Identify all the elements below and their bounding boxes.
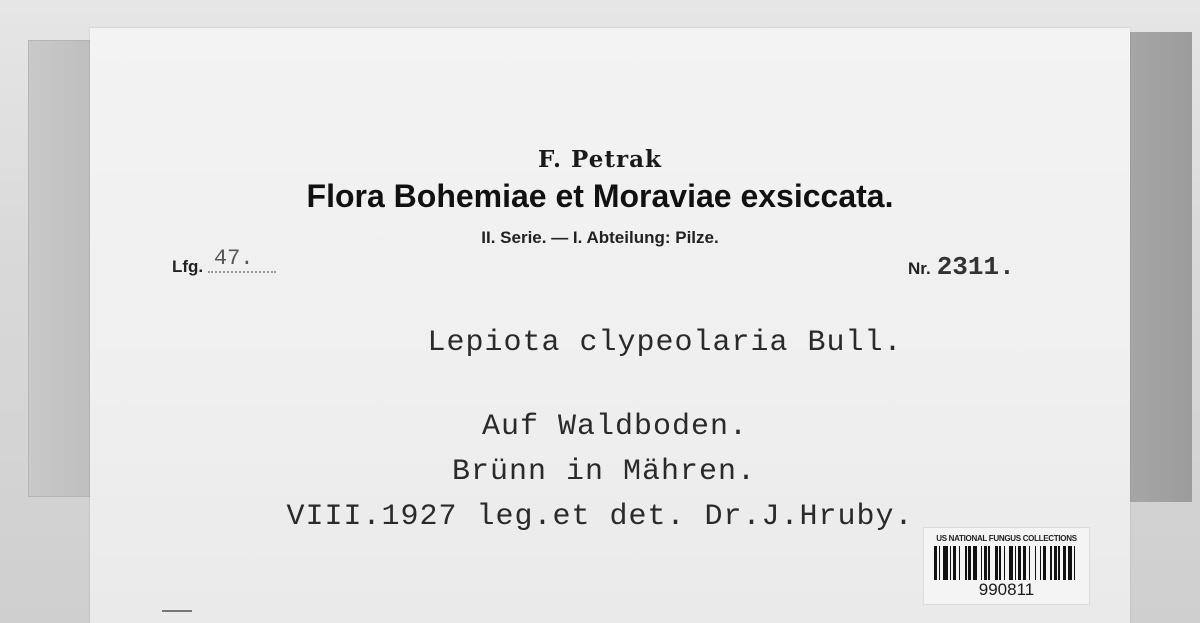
nr-label: Nr. — [908, 259, 931, 278]
series-title: Flora Bohemiae et Moraviae exsiccata. — [306, 178, 894, 214]
barcode-label — [923, 527, 1090, 605]
nr-value: 2311. — [936, 252, 1015, 282]
barcode-image — [934, 546, 1079, 580]
lfg-label: Lfg. — [172, 257, 204, 276]
locality-line: Brünn in Mähren. — [451, 455, 757, 489]
edge-mark-bottom — [162, 610, 192, 612]
collector-name: F. Petrak — [538, 146, 662, 173]
species-name: Lepiota clypeolaria Bull. — [427, 326, 903, 360]
barcode-header: US NATIONAL FUNGUS COLLECTIONS — [936, 534, 1077, 543]
lfg-value: 47. — [208, 246, 276, 273]
barcode-number: 990811 — [978, 580, 1035, 599]
nr-field — [908, 252, 1015, 282]
substrate-line: Auf Waldboden. — [481, 410, 749, 444]
lfg-field — [172, 246, 276, 281]
subseries-line: II. Serie. — I. Abteilung: Pilze. — [481, 228, 719, 247]
collection-line: VIII.1927 leg.et det. Dr.J.Hruby. — [286, 500, 914, 534]
